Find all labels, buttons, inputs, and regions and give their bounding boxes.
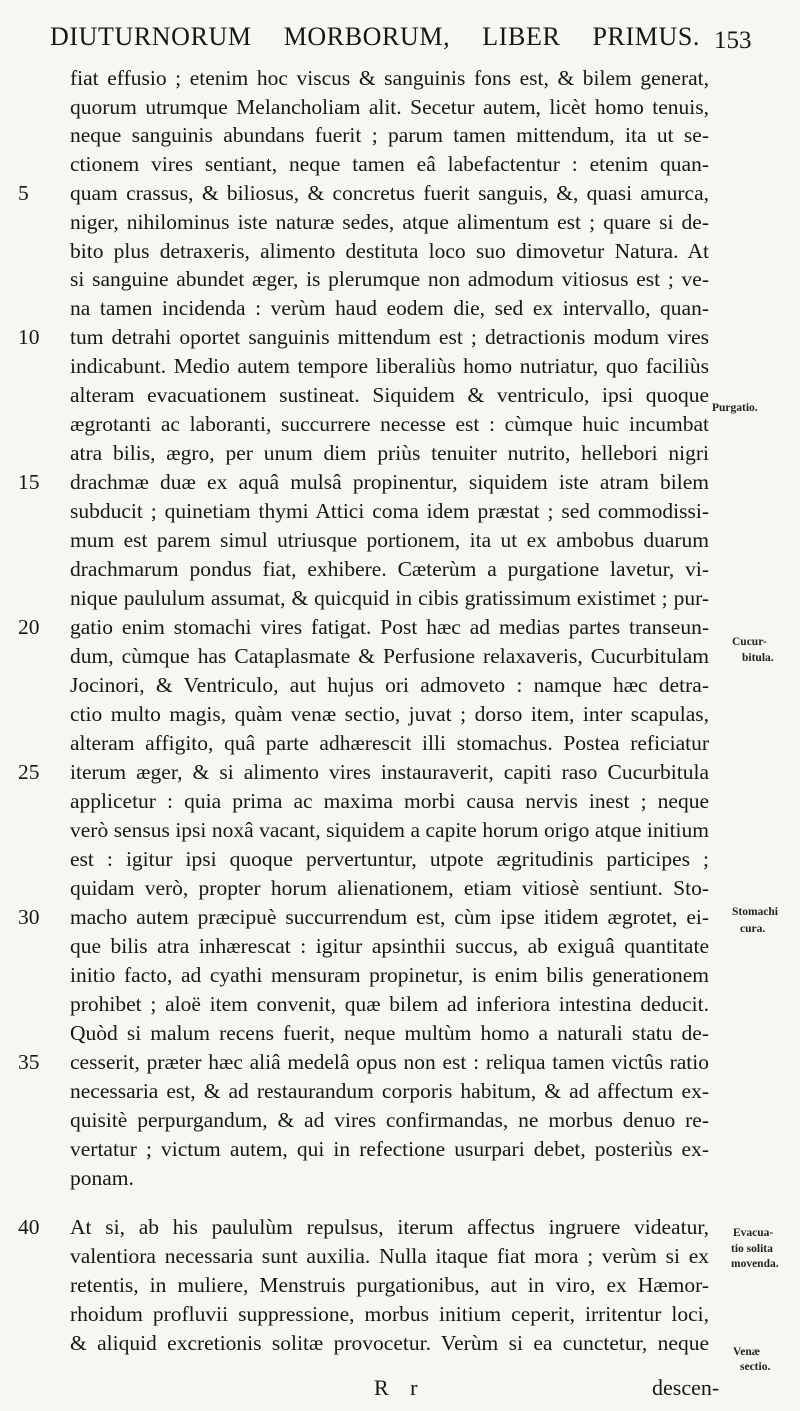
text-line: bito plus detraxeris, alimento destituta loco suo dimovetur Natura. At [70, 239, 709, 263]
line-number: 20 [18, 615, 40, 639]
text-line: est : igitur ipsi quoque pervertuntur, utpote ægritudinis participes ; [70, 847, 709, 871]
line-number: 30 [18, 905, 40, 929]
line-number: 35 [18, 1050, 40, 1074]
catchword: descen- [652, 1375, 720, 1400]
text-line: prohibet ; aloë item convenit, quæ bilem ad inferiora intestina deducit. [70, 992, 709, 1016]
marginal-note-evacuatio-3: movenda. [731, 1258, 779, 1270]
text-line: nique paululum assumat, & quicquid in cibis gratissimum existimet ; pur- [70, 586, 709, 610]
text-line: ctionem vires sentiant, neque tamen eâ labefactentur : etenim quan- [70, 152, 709, 176]
signature-mark: R r [374, 1375, 426, 1400]
marginal-note-stomachi: Stomachi [732, 906, 778, 918]
text-line: applicetur : quia prima ac maxima morbi causa nervis inest ; neque [70, 789, 709, 813]
text-line: niger, nihilominus iste naturæ sedes, atque alimentum est ; quare si de- [70, 210, 709, 234]
text-line: dum, cùmque has Cataplasmate & Perfusione relaxaveris, Cucurbitulam [70, 644, 709, 668]
text-line: quorum utrumque Melancholiam alit. Secetur autem, licèt homo tenuis, [70, 95, 709, 119]
line-number: 5 [18, 181, 29, 205]
text-line: subducit ; quinetiam thymi Attici coma idem præstat ; sed commodissi- [70, 499, 709, 523]
text-line: cesserit, præter hæc aliâ medelâ opus non est : reliqua tamen victûs ratio [70, 1050, 709, 1074]
text-line: ctio multo magis, quàm venæ sectio, juvat ; dorso item, inter scapulas, [70, 702, 709, 726]
text-line: neque sanguinis abundans fuerit ; parum tamen mittendum, ita ut se- [70, 123, 709, 147]
marginal-note-cucurbitula-1: Cucur- [732, 636, 767, 648]
running-head: DIUTURNORUM MORBORUM, LIBER PRIMUS. [50, 22, 700, 51]
marginal-note-venae: Venæ [733, 1346, 761, 1358]
text-line: verò sensus ipsi noxâ vacant, siquidem a capite horum origo atque initium [70, 818, 709, 842]
text-line: mum est parem simul utriusque portionem, ita ut ex ambobus duarum [70, 528, 709, 552]
text-line: drachmæ duæ ex aquâ mulsâ propinentur, siquidem iste atram bilem [70, 470, 709, 494]
text-line: ægrotanti ac laboranti, succurrere necesse est : cùmque huic incumbat [70, 412, 709, 436]
text-line: quidam verò, propter horum alienationem, etiam vitiosè sentiunt. Sto- [70, 876, 709, 900]
text-line: fiat effusio ; etenim hoc viscus & sanguinis fons est, & bilem generat, [70, 66, 709, 90]
text-line: necessaria est, & ad restaurandum corporis habitum, & ad affectum ex- [70, 1079, 709, 1103]
marginal-note-purgatio: Purgatio. [712, 402, 758, 414]
marginal-note-cucurbitula-2: bitula. [742, 652, 774, 664]
marginal-note-sectio: sectio. [740, 1361, 771, 1373]
text-line: retentis, in muliere, Menstruis purgationibus, aut in viro, ex Hæmor- [70, 1273, 709, 1297]
text-line: tum detrahi oportet sanguinis mittendum est ; detractionis modum vires [70, 325, 709, 349]
text-line: macho autem præcipuè succurrendum est, cùm ipse itidem ægrotet, ei- [70, 905, 709, 929]
text-line: alteram affigito, quâ parte adhærescit illi stomachus. Postea reficiatur [70, 731, 709, 755]
line-number: 40 [18, 1215, 40, 1239]
text-line: indicabunt. Medio autem tempore liberaliùs homo nutriatur, quo faciliùs [70, 354, 709, 378]
text-line: Quòd si malum recens fuerit, neque multùm homo a naturali statu de- [70, 1021, 709, 1045]
page-header [0, 20, 800, 54]
marginal-note-cura: cura. [740, 923, 766, 935]
text-line: quam crassus, & biliosus, & concretus fuerit sanguis, &, quasi amurca, [70, 181, 709, 205]
text-line: que bilis atra inhærescat : igitur apsinthii succus, ab exiguâ quantitate [70, 934, 709, 958]
text-line: rhoidum profluvii suppressione, morbus initium ceperit, irritentur loci, [70, 1302, 709, 1326]
text-line: drachmarum pondus fiat, exhibere. Cæterùm a purgatione lavetur, vi- [70, 557, 709, 581]
text-line: initio facto, ad cyathi mensuram propinetur, is enim bilis generationem [70, 963, 709, 987]
text-line: atra bilis, ægro, per unum diem priùs tenuiter nutrito, hellebori nigri [70, 441, 709, 465]
page-number: 153 [714, 27, 752, 54]
line-number: 25 [18, 760, 40, 784]
text-line: na tamen incidenda : verùm haud eodem die, sed ex intervallo, quan- [70, 296, 709, 320]
marginal-note-evacuatio-2: tio solita [731, 1243, 773, 1255]
text-line: At si, ab his paululùm repulsus, iterum affectus ingruere videatur, [70, 1215, 709, 1239]
marginal-note-evacuatio-1: Evacua- [733, 1227, 774, 1239]
text-line: iterum æger, & si alimento vires instauraverit, capiti raso Cucurbitula [70, 760, 709, 784]
text-line: alteram evacuationem sustineat. Siquidem & ventriculo, ipsi quoque [70, 383, 709, 407]
text-line: vertatur ; victum autem, qui in refectione usurpari debet, posteriùs ex- [70, 1137, 709, 1161]
text-line: si sanguine abundet æger, is plerumque non admodum vitiosus est ; ve- [70, 267, 709, 291]
text-line: gatio enim stomachi vires fatigat. Post hæc ad medias partes transeun- [70, 615, 709, 639]
line-number: 10 [18, 325, 40, 349]
text-line: Jocinori, & Ventriculo, aut hujus ori admoveto : namque hæc detra- [70, 673, 709, 697]
text-line: quisitè perpurgandum, & ad vires confirmandas, ne morbus denuo re- [70, 1108, 709, 1132]
text-line: valentiora necessaria sunt auxilia. Nulla itaque fiat mora ; verùm si ex [70, 1244, 709, 1268]
line-number: 15 [18, 470, 40, 494]
text-line: ponam. [70, 1166, 134, 1190]
text-line: & aliquid excretionis solitæ provocetur. Verùm si ea cunctetur, neque [70, 1331, 709, 1355]
